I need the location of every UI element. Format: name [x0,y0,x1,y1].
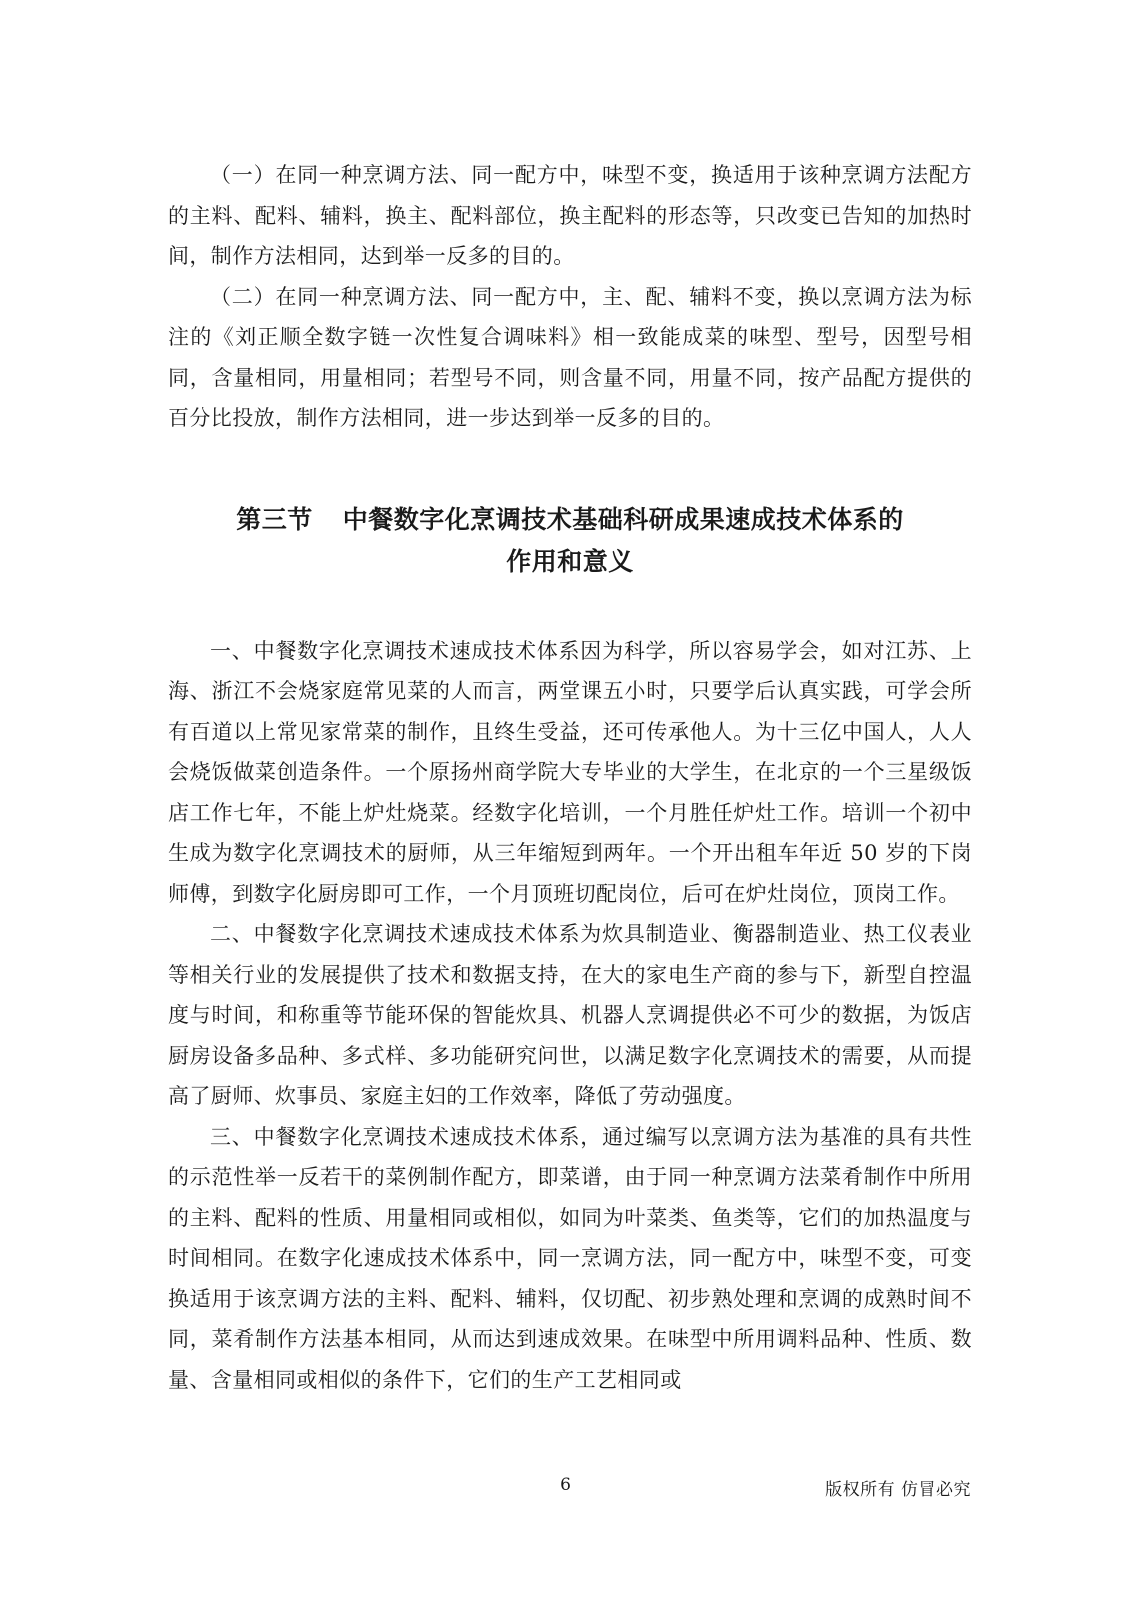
section-number: 第三节 [236,504,313,534]
section-body [168,631,972,1401]
intro-paragraph-1: （一）在同一种烹调方法、同一配方中，味型不变，换适用于该种烹调方法配方的主料、配料、辅料，换主、配料部位，换主配料的形态等，只改变已告知的加热时间，制作方法相同，达到举一反多的目的。 [168,163,972,268]
page-content [168,155,972,1400]
page-number: 6 [560,1475,571,1495]
section-paragraph-1: 一、中餐数字化烹调技术速成技术体系因为科学，所以容易学会，如对江苏、上海、浙江不会烧家庭常见菜的人而言，两堂课五小时，只要学后认真实践，可学会所有百道以上常见家常菜的制作，且终生受益，还可传承他人。为十三亿中国人，人人会烧饭做菜创造条件。一个原扬州商学院大专毕业的大学生，在北京的一个三星级饭店工作七年，不能上炉灶烧菜。经数字化培训，一个月胜任炉灶工作。培训一个初中生成为数字化烹调技术的厨师，从三年缩短到两年。一个开出租车年近 50 岁的下岗师傅，到数字化厨房即可工作，一个月顶班切配岗位，后可在炉灶岗位，顶岗工作。 [168,638,972,906]
section-title-line-1: 中餐数字化烹调技术基础科研成果速成技术体系的 [342,504,904,534]
section-title-line-2: 作用和意义 [506,546,634,576]
intro-paragraph-2: （二）在同一种烹调方法、同一配方中，主、配、辅料不变，换以烹调方法为标注的《刘正顺全数字链一次性复合调味料》相一致能成菜的味型、型号，因型号相同，含量相同，用量相同；若型号不同，则含量不同，用量不同，按产品配方提供的百分比投放，制作方法相同，进一步达到举一反多的目的。 [168,284,972,430]
section-paragraph-3: 三、中餐数字化烹调技术速成技术体系，通过编写以烹调方法为基准的具有共性的示范性举一反若干的菜例制作配方，即菜谱，由于同一种烹调方法菜肴制作中所用的主料、配料的性质、用量相同或相似，如同为叶菜类、鱼类等，它们的加热温度与时间相同。在数字化速成技术体系中，同一烹调方法，同一配方中，味型不变，可变换适用于该烹调方法的主料、配料、辅料，仅切配、初步熟处理和烹调的成熟时间不同，菜肴制作方法基本相同，从而达到速成效果。在味型中所用调料品种、性质、数量、含量相同或相似的条件下，它们的生产工艺相同或 [168,1124,972,1392]
copyright-notice: 版权所有 仿冒必究 [825,1480,971,1500]
section-paragraph-2: 二、中餐数字化烹调技术速成技术体系为炊具制造业、衡器制造业、热工仪表业等相关行业的发展提供了技术和数据支持，在大的家电生产商的参与下，新型自控温度与时间，和称重等节能环保的智能炊具、机器人烹调提供必不可少的数据，为饭店厨房设备多品种、多式样、多功能研究问世，以满足数字化烹调技术的需要，从而提高了厨师、炊事员、家庭主妇的工作效率，降低了劳动强度。 [168,922,972,1108]
section-heading [168,499,972,583]
